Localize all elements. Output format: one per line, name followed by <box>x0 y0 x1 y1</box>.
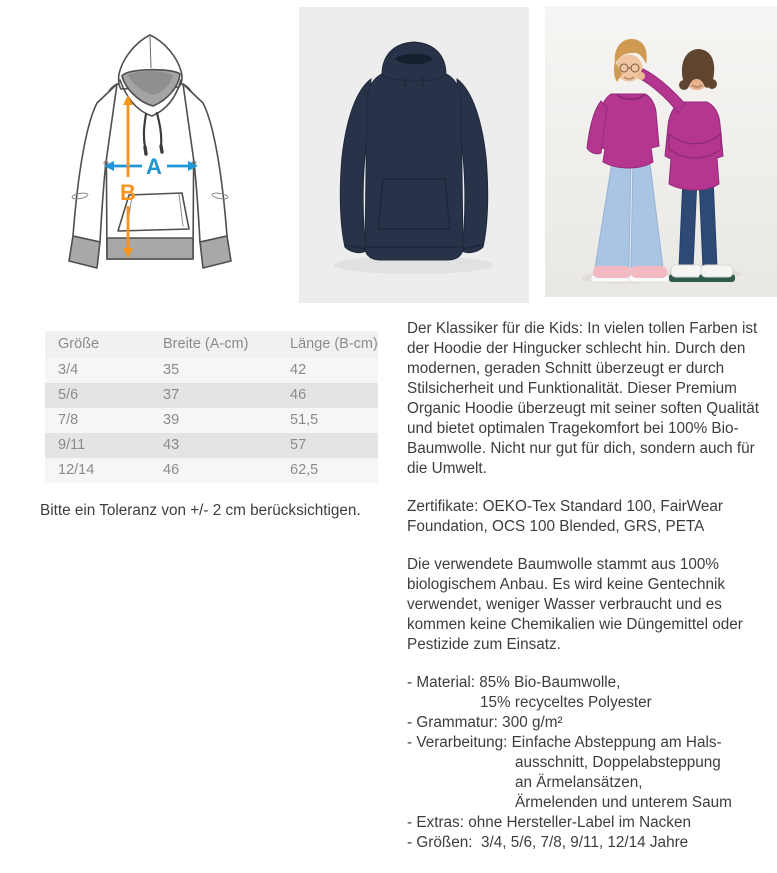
measurement-label-a: A <box>146 154 162 179</box>
size-table-row <box>45 433 378 458</box>
size-cell: 7/8 <box>45 408 150 433</box>
length-cell: 62,5 <box>277 458 378 483</box>
size-table-row <box>45 383 378 408</box>
girl-hoodie <box>597 94 659 168</box>
width-cell: 39 <box>150 408 277 433</box>
width-cell: 35 <box>150 358 277 383</box>
length-cell: 42 <box>277 358 378 383</box>
product-description <box>407 319 777 853</box>
spec-line: ausschnitt, Doppelabsteppung <box>515 754 721 771</box>
spec-line: 15% recyceltes Polyester <box>480 694 652 711</box>
column-header-groesse: Größe <box>45 331 150 358</box>
spec-line: - Verarbeitung: Einfache Absteppung am Hals- <box>407 734 722 751</box>
width-cell: 43 <box>150 433 277 458</box>
length-cell: 57 <box>277 433 378 458</box>
length-cell: 46 <box>277 383 378 408</box>
width-cell: 37 <box>150 383 277 408</box>
length-cell: 51,5 <box>277 408 378 433</box>
spec-line: Ärmelenden und unterem Saum <box>515 794 732 811</box>
description-paragraph-cotton: Die verwendete Baumwolle stammt aus 100% biologischem Anbau. Es wird keine Gentechnik verwendet, weniger Wasser verbraucht und es kommen keine Chemikalien wie Düngemittel oder Pestizide zum Einsatz. <box>407 556 743 653</box>
description-paragraph-certificates: Zertifikate: OEKO-Tex Standard 100, FairWear Foundation, OCS 100 Blended, GRS, PETA <box>407 498 723 535</box>
column-header-laenge: Länge (B-cm) <box>277 331 378 358</box>
tolerance-note: Bitte ein Toleranz von +/- 2 cm berücksichtigen. <box>40 502 361 519</box>
models-photo-svg <box>545 6 777 297</box>
diagram-left-cuff <box>69 236 100 268</box>
product-photo <box>299 7 529 303</box>
product-photo-svg <box>299 7 529 303</box>
size-table-row <box>45 408 378 433</box>
hoodie-diagram-svg <box>40 10 280 300</box>
size-table-body <box>45 358 378 483</box>
size-diagram-image <box>40 10 280 300</box>
size-table <box>45 331 378 483</box>
spec-line: - Größen: 3/4, 5/6, 7/8, 9/11, 12/14 Jahre <box>407 834 689 851</box>
size-cell: 9/11 <box>45 433 150 458</box>
column-header-breite: Breite (A-cm) <box>150 331 277 358</box>
product-hoodie-body <box>365 73 463 260</box>
spec-line: - Material: 85% Bio-Baumwolle, <box>407 674 621 691</box>
width-cell: 46 <box>150 458 277 483</box>
size-cell: 12/14 <box>45 458 150 483</box>
size-cell: 3/4 <box>45 358 150 383</box>
spec-line: an Ärmelansätzen, <box>515 774 643 791</box>
spec-list <box>407 673 777 853</box>
diagram-right-cuff <box>200 236 231 268</box>
description-paragraph-intro: Der Klassiker für die Kids: In vielen tollen Farben ist der Hoodie der Hingucker schlecht hin. Durch den modernen, geraden Schnitt überzeugt er durch Stilsicherheit und Funktionalität. Dieser Premium Organic Hoodie überzeugt mit seiner soften Qualität und bietet optimalen Tragekomfort bei 100% Bio-Baumwolle. Nicht nur gut für dich, sondern auch für die Umwelt. <box>407 320 760 477</box>
model-photo <box>545 6 777 297</box>
measurement-label-b: B <box>120 180 136 205</box>
size-cell: 5/6 <box>45 383 150 408</box>
size-table-row <box>45 458 378 483</box>
spec-line: - Extras: ohne Hersteller-Label im Nacken <box>407 814 691 831</box>
size-table-header-row <box>45 331 378 358</box>
spec-line: - Grammatur: 300 g/m² <box>407 714 563 731</box>
size-table-row <box>45 358 378 383</box>
diagram-hem <box>107 238 193 259</box>
